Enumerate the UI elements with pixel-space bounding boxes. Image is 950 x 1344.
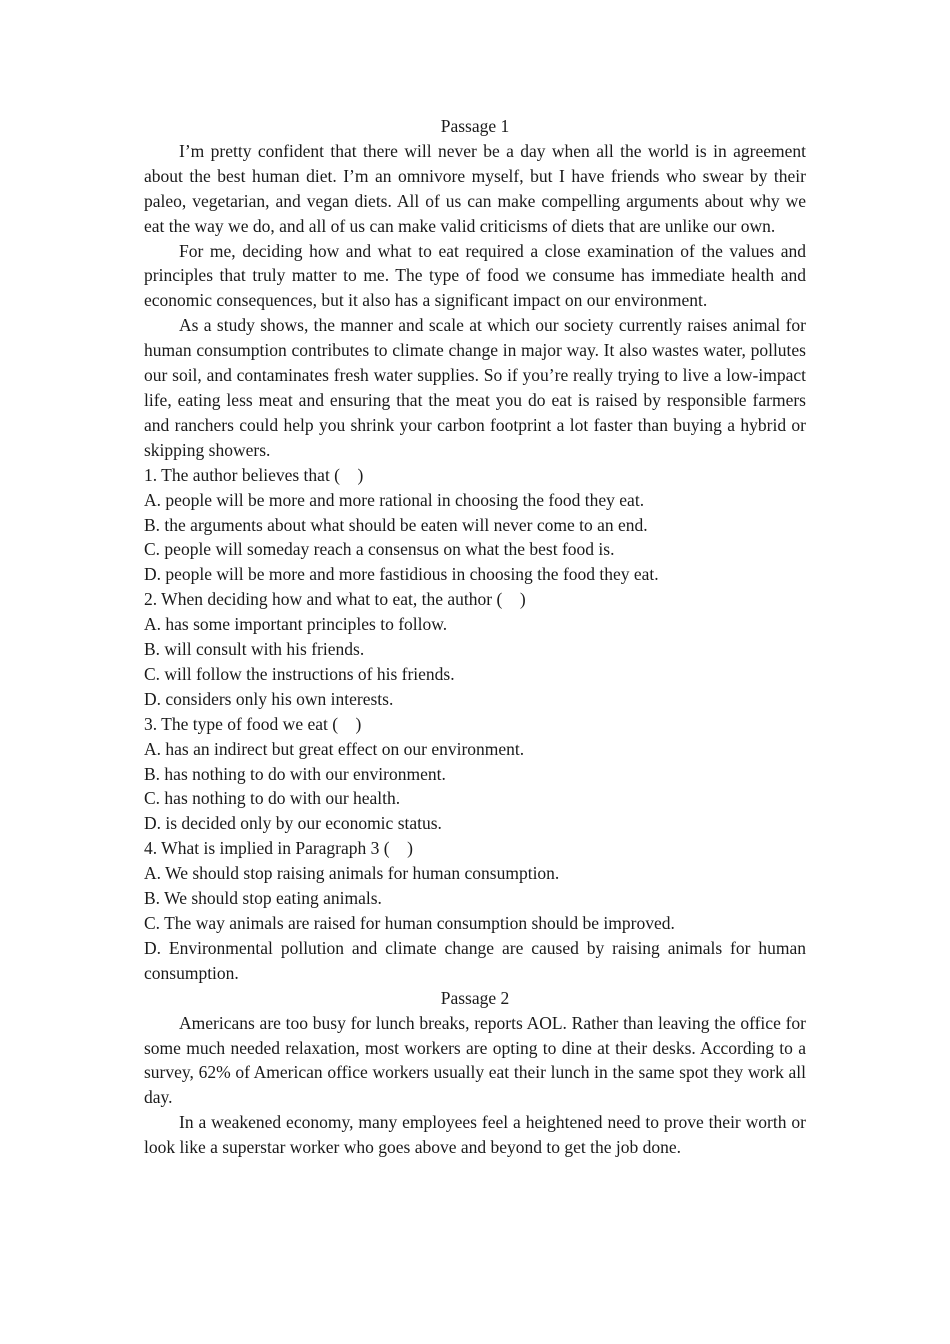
question-3-option-a: A. has an indirect but great effect on our environment. [144,738,525,759]
passage-1-paragraph-2: For me, deciding how and what to eat required a close examination of the values and principles that truly matter to me. The type of food we consume has immediate health and economic consequences, but it also has a significant impact on our environment. [144,240,806,311]
passage-1-paragraph-1: I’m pretty confident that there will never be a day when all the world is in agreement about the best human diet. I’m an omnivore myself, but I have friends who swear by their paleo, vegetarian, and vegan diets. All of us can make compelling arguments about why we eat the way we do, and all of us can make valid criticisms of diets that are unlike our own. [144,140,806,236]
question-4-option-a: A. We should stop raising animals for human consumption. [144,863,560,884]
passage-2-paragraph-2: In a weakened economy, many employees feel a heightened need to prove their worth or look like a superstar worker who goes above and beyond to get the job done. [144,1112,806,1158]
passage-1-title: Passage 1 [440,116,510,136]
question-4-stem: 4. What is implied in Paragraph 3 ( ) [144,838,413,859]
question-2-option-d: D. considers only his own interests. [144,688,394,709]
question-3-option-b: B. has nothing to do with our environment. [144,763,446,784]
question-1-stem: 1. The author believes that ( ) [144,464,364,485]
passage-1-paragraph-3: As a study shows, the manner and scale at which our society currently raises animal for human consumption contributes to climate change in major way. It also wastes water, pollutes our soil, and contaminates fresh water supplies. So if you’re really trying to live a low-impact life, eating less meat and ensuring that the meat you do eat is raised by responsible farmers and ranchers could help you shrink your carbon footprint a lot faster than buying a hybrid or skipping showers. [144,315,806,460]
question-4-option-b: B. We should stop eating animals. [144,888,382,909]
passage-2-paragraph-1: Americans are too busy for lunch breaks, reports AOL. Rather than leaving the office for some much needed relaxation, most workers are opting to dine at their desks. According to a survey, 62% of American office workers usually eat their lunch in the same spot they work all day. [144,1012,806,1108]
question-1-option-a: A. people will be more and more rational in choosing the food they eat. [144,489,645,510]
question-2-option-b: B. will consult with his friends. [144,639,365,660]
question-4-option-c: C. The way animals are raised for human consumption should be improved. [144,913,675,933]
question-3-option-d: D. is decided only by our economic status. [144,813,442,834]
question-3-stem: 3. The type of food we eat ( ) [144,713,362,734]
question-3-option-c: C. has nothing to do with our health. [144,788,401,809]
question-2-option-a: A. has some important principles to follow. [144,614,448,635]
question-2-stem: 2. When deciding how and what to eat, the author ( ) [144,589,526,610]
document-page [144,114,806,1160]
question-4-option-d: D. Environmental pollution and climate change are caused by raising animals for human consumption. [144,937,806,983]
question-2-option-c: C. will follow the instructions of his friends. [144,663,455,684]
passage-2-title: Passage 2 [440,987,510,1008]
question-1-option-d: D. people will be more and more fastidious in choosing the food they eat. [144,564,659,585]
question-1-option-b: B. the arguments about what should be eaten will never come to an end. [144,514,648,535]
question-1-option-c: C. people will someday reach a consensus on what the best food is. [144,539,615,560]
